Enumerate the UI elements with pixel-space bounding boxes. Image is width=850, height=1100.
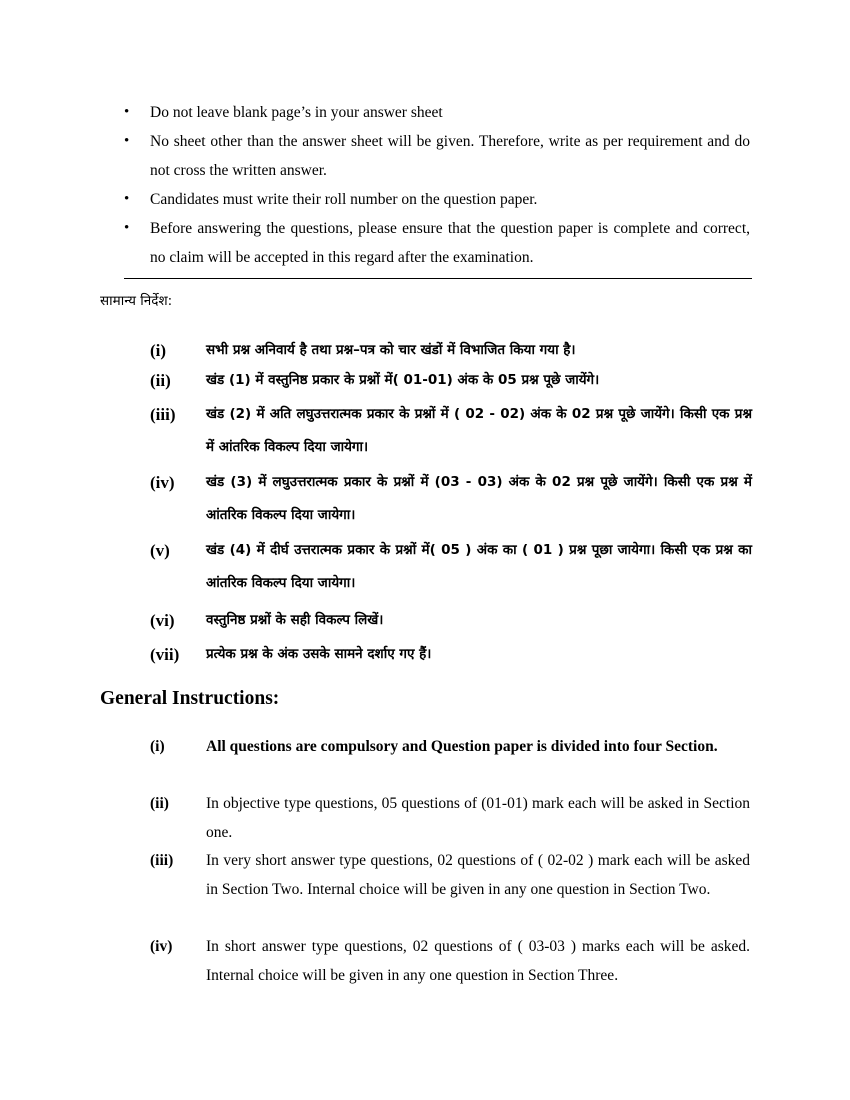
item-number: (ii) — [150, 371, 171, 390]
item-text: खंड (4) में दीर्घ उत्तरात्मक प्रकार के प्रश्नों में( 05 ) अंक का ( 01 ) प्रश्न पूछा जायेगा। किसी एक प्रश्न का आंतरिक विकल्प दिया जायेगा। — [206, 542, 752, 591]
item-text: खंड (2) में अति लघुउत्तरात्मक प्रकार के प्रश्नों में ( 02 - 02) अंक के 02 प्रश्न पूछे जायेंगे। किसी एक प्रश्न में आंतरिक विकल्प दिया जायेगा। — [206, 406, 752, 455]
item-text: In very short answer type questions, 02 questions of ( 02-02 ) mark each will be asked in Section Two. Internal choice will be given in any one question in Section Two. — [206, 852, 750, 898]
item-number: (i) — [150, 341, 167, 360]
bullet-icon: • — [124, 133, 130, 149]
bullet-item: • Before answering the questions, please ensure that the question paper is complete and correct, no claim will be accepted in this regard after the examination. — [124, 214, 750, 272]
item-number: (iv) — [150, 938, 173, 955]
item-number: (v) — [150, 541, 170, 560]
item-text: वस्तुनिष्ठ प्रश्नों के सही विकल्प लिखें। — [206, 612, 384, 628]
bullet-icon: • — [124, 220, 130, 236]
bullet-item: • Do not leave blank page’s in your answer sheet — [124, 98, 750, 127]
item-number: (ii) — [150, 795, 169, 812]
item-text: सभी प्रश्न अनिवार्य है तथा प्रश्न–पत्र को चार खंडों में विभाजित किया गया है। — [206, 342, 576, 358]
bullet-item: • No sheet other than the answer sheet will be given. Therefore, write as per requirement and do not cross the written answer. — [124, 127, 750, 185]
item-text: In objective type questions, 05 questions of (01-01) mark each will be asked in Section one. — [206, 795, 750, 841]
item-number: (iv) — [150, 473, 175, 492]
hindi-instructions-heading: सामान्य निर्देश: — [100, 293, 173, 309]
section-divider — [124, 278, 752, 279]
item-text: खंड (1) में वस्तुनिष्ठ प्रकार के प्रश्नों में( 01-01) अंक के 05 प्रश्न पूछे जायेंगे। — [206, 372, 600, 388]
item-text: All questions are compulsory and Question paper is divided into four Section. — [206, 738, 718, 755]
item-text: खंड (3) में लघुउत्तरात्मक प्रकार के प्रश्नों में (03 - 03) अंक के 02 प्रश्न पूछे जायेंगे। किसी एक प्रश्न में आंतरिक विकल्प दिया जायेगा। — [206, 474, 752, 523]
item-number: (i) — [150, 738, 165, 755]
item-text: प्रत्येक प्रश्न के अंक उसके सामने दर्शाए गए हैं। — [206, 646, 432, 662]
bullet-item: • Candidates must write their roll number on the question paper. — [124, 185, 750, 214]
bullet-icon: • — [124, 104, 130, 120]
item-number: (vii) — [150, 645, 180, 664]
general-instructions-heading: General Instructions: — [100, 688, 280, 709]
item-number: (vi) — [150, 611, 175, 630]
item-number: (iii) — [150, 852, 174, 869]
item-text: In short answer type questions, 02 questions of ( 03-03 ) marks each will be asked. Internal choice will be given in any one question in Section Three. — [206, 938, 750, 984]
bullet-icon: • — [124, 191, 130, 207]
item-number: (iii) — [150, 405, 176, 424]
rules-bullet-list — [124, 98, 750, 272]
